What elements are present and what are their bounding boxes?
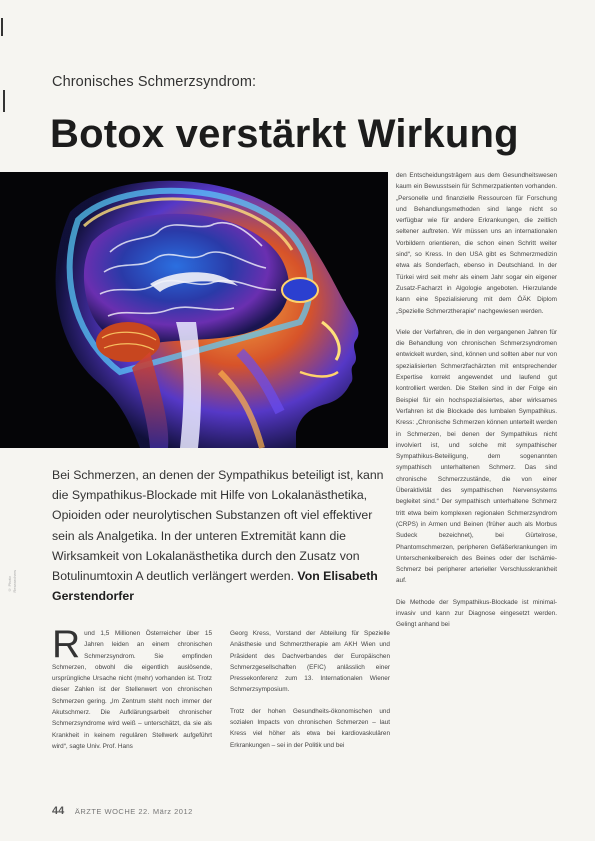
scan-edge-marks	[0, 0, 6, 120]
paragraph: Die Methode der Sympathikus-Blockade ist minimal-invasiv und kann zur Diagnose eingesetzt werden. Gelingt anhand bei	[396, 598, 557, 629]
paragraph: Trotz der hohen Gesundheits-ökonomischen und sozialen Impacts von chronischen Schmerzen – laut Kress viel höher als etwa bei kardiovaskulären Erkrankungen – sei in der Politik und bei	[230, 707, 390, 749]
paragraph	[52, 623, 212, 752]
lead-text: Bei Schmerzen, an denen der Sympathikus beteiligt ist, kann die Sympathikus-Blockade mit Hilfe von Lokalanästhetika, Opioiden oder neurolytischen Substanzen oft viel effektiver sein als Analgetika. In der unteren Extremität kann die Wirksamkeit von Lokalanästhetika durch den Zusatz von Botulinumtoxin A deutlich verlängert werden.	[52, 468, 384, 584]
mri-illustration	[0, 172, 388, 448]
text-column-right	[396, 170, 557, 641]
article-headline: Botox verstärkt Wirkung	[50, 112, 519, 156]
article-byline: Von Elisabeth Gerstendorfer	[52, 569, 378, 604]
drop-cap: R	[52, 623, 81, 666]
page-footer	[52, 805, 193, 817]
paragraph-text: und 1,5 Millionen Österreicher über 15 Jahren leiden an einem chronischen Schmerzsyndrom. Sie empfinden Schmerzen, obwohl die eigentlich auslösende, ursprüngliche Ursache nicht (mehr) vorhanden ist. Trotz dieser Zahlen ist der Stellenwert von chronischen Schmerzen gering. „Im Zentrum steht noch immer der Akutschmerz. Die Aufklärungsarbeit chronischer Schmerzsyndrome wird weiß – unterschätzt, da sie als Krankheit in keinem regulären Stellwerk aufgeführt wird“, sagte Univ. Prof. Hans	[52, 630, 212, 750]
photo-credit: © Photo Researchers	[7, 569, 17, 593]
paragraph: den Entscheidungsträgern aus dem Gesundheitswesen kaum ein Bewusstsein für Schmerzpatienten vorhanden. „Personelle und finanzielle Ressourcen für Forschung und Behandlungsmethoden sind lange nicht so verfügbar wie für andere Erkrankungen, die zeitlich seltener auftreten. Wir müssen uns an internationalen Vorbildern orientieren, die schon einen Schritt weiter sind“, so Kress. In den USA gibt es Schmerzmedizin etwa als Sonderfach, ebenso in Deutschland. In der Türkei wird seit mehr als einem Jahr sogar ein eigener Zusatz-Facharzt in Algologie angeboten. Hierzulande kann eine Spezialisierung mit dem ÖÄK Diplom „Spezielle Schmerztherapie“ nachgewiesen werden.	[396, 172, 557, 315]
paragraph: Georg Kress, Vorstand der Abteilung für Spezielle Anästhesie und Schmerztherapie am AKH Wien und Präsident des Dachverbandes der Europäischen Schmerzgesellschaften (EFIC) anlässlich einer Pressekonferenz zum 13. Internationalen Wiener Schmerzsymposium.	[230, 630, 390, 694]
publication-line: ÄRZTE WOCHE 22. März 2012	[74, 807, 193, 816]
page-number: 44	[52, 805, 65, 817]
text-column-left	[52, 623, 212, 762]
article-kicker: Chronisches Schmerzsyndrom:	[52, 74, 257, 90]
paragraph: Viele der Verfahren, die in den vergangenen Jahren für die Behandlung von chronischen Schmerzsyndromen entwickelt wurden, sind, können und sollten aber nur von spezialisierten Schmerzfachärzten mit entsprechender Expertise korrekt angewendet und laufend gut kontrolliert werden. Die Stellen sind in der Folge ein Beispiel für ein hochspezialisiertes, aber wirksames Verfahren ist die Blockade des lumbalen Sympathikus. Kress: „Chronische Schmerzen können unterteilt werden in Schmerzen, bei denen der Sympathikus nicht involviert ist, und solche mit sympathischer Sympathikus-Beteiligung, dem sogenannten sympathisch unterhaltenen Schmerz. Das sind chronische Schmerzzustände, die von einer Überaktivität des sympathischen Nervensystems begleitet sind.“ Der sympathisch unterhaltene Schmerz tritt etwa beim komplexen regionalen Schmerzsyndrom (CRPS) in Armen und Beinen (früher auch als Morbus Sudeck bezeichnet), bei Gürtelrose, Phantomschmerzen, peripheren Gefäßerkrankungen im Unterschenkelbereich des Beines oder der Ischämie-Schmerz bei peripherer arterieller Verschlusskrankheit auf.	[396, 328, 557, 585]
text-column-middle	[230, 628, 390, 761]
article-lead	[52, 465, 388, 606]
